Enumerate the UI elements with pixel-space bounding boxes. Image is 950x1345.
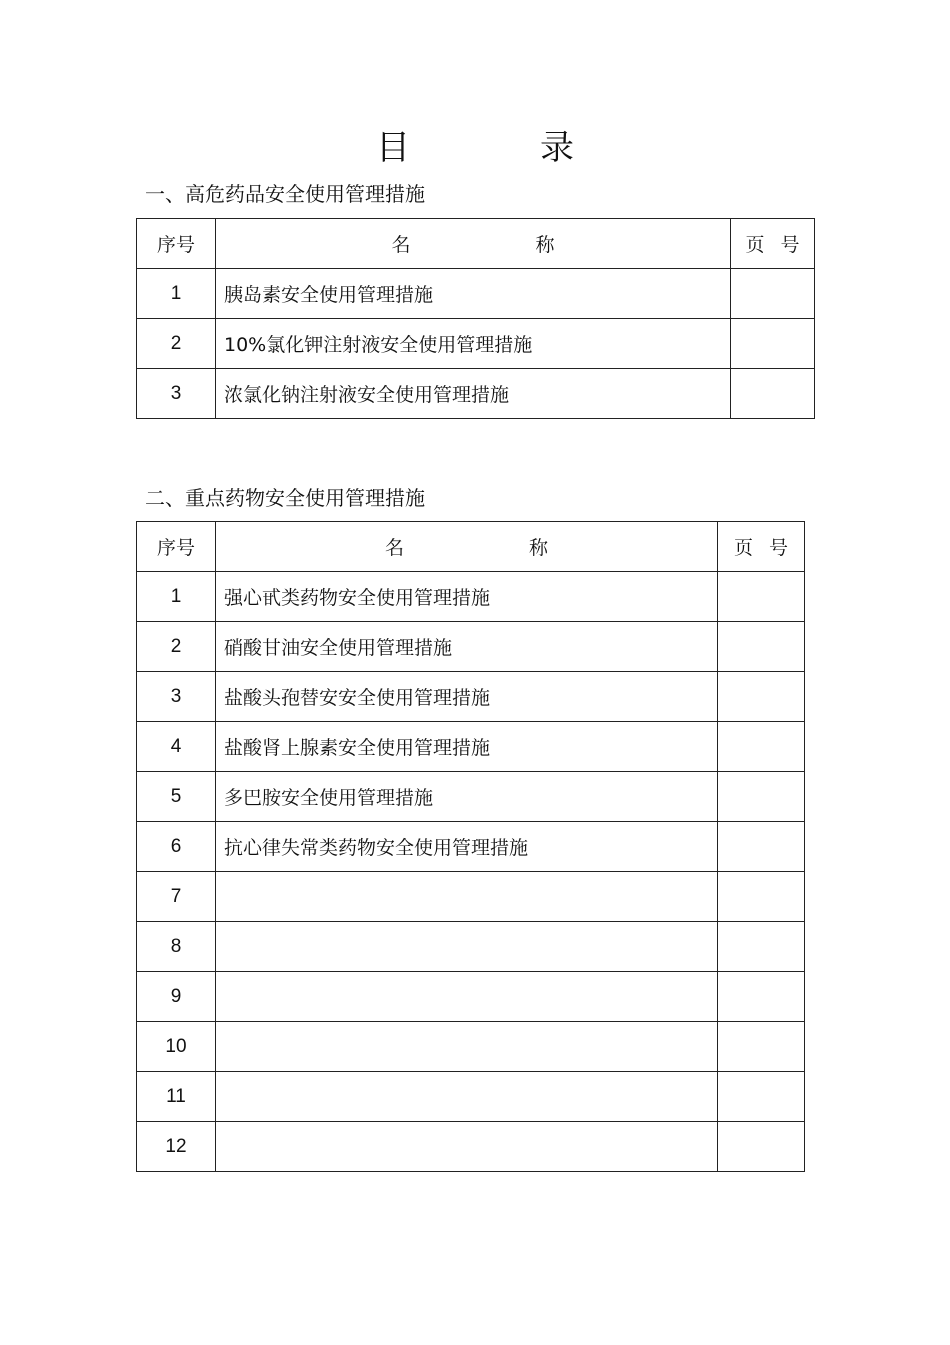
title-left-char: 目 bbox=[376, 128, 410, 168]
row-number: 4 bbox=[137, 722, 216, 772]
section1-heading: 一、高危药品安全使用管理措施 bbox=[145, 182, 425, 206]
table-header-row bbox=[137, 219, 815, 269]
row-name: 强心甙类药物安全使用管理措施 bbox=[216, 572, 718, 622]
table-row bbox=[137, 1122, 805, 1172]
section2-heading: 二、重点药物安全使用管理措施 bbox=[145, 486, 425, 510]
row-page bbox=[718, 572, 805, 622]
row-name bbox=[216, 922, 718, 972]
row-name: 抗心律失常类药物安全使用管理措施 bbox=[216, 822, 718, 872]
row-name: 盐酸头孢替安安全使用管理措施 bbox=[216, 672, 718, 722]
section2-table bbox=[136, 521, 805, 1172]
row-page bbox=[731, 269, 815, 319]
page-title bbox=[0, 120, 950, 169]
row-name bbox=[216, 1072, 718, 1122]
row-page bbox=[718, 622, 805, 672]
row-number: 2 bbox=[137, 319, 216, 369]
header-name: 名 称 bbox=[216, 522, 718, 572]
row-name: 硝酸甘油安全使用管理措施 bbox=[216, 622, 718, 672]
row-page bbox=[718, 1122, 805, 1172]
row-number: 2 bbox=[137, 622, 216, 672]
row-number: 7 bbox=[137, 872, 216, 922]
header-page: 页 号 bbox=[718, 522, 805, 572]
row-page bbox=[731, 369, 815, 419]
row-name bbox=[216, 872, 718, 922]
title-right-char: 录 bbox=[540, 128, 574, 168]
row-number: 12 bbox=[137, 1122, 216, 1172]
table-row bbox=[137, 319, 815, 369]
row-name: 10%氯化钾注射液安全使用管理措施 bbox=[216, 319, 731, 369]
header-name: 名 称 bbox=[216, 219, 731, 269]
header-no: 序号 bbox=[137, 522, 216, 572]
row-page bbox=[718, 872, 805, 922]
row-page bbox=[718, 722, 805, 772]
row-name bbox=[216, 1022, 718, 1072]
row-number: 11 bbox=[137, 1072, 216, 1122]
table-row bbox=[137, 1072, 805, 1122]
table-row bbox=[137, 772, 805, 822]
row-number: 6 bbox=[137, 822, 216, 872]
table-row bbox=[137, 622, 805, 672]
row-number: 3 bbox=[137, 672, 216, 722]
table-row bbox=[137, 572, 805, 622]
row-page bbox=[718, 772, 805, 822]
table-row bbox=[137, 672, 805, 722]
section1-table bbox=[136, 218, 815, 419]
table-header-row bbox=[137, 522, 805, 572]
table-row bbox=[137, 872, 805, 922]
table-row bbox=[137, 369, 815, 419]
row-page bbox=[718, 1022, 805, 1072]
row-number: 5 bbox=[137, 772, 216, 822]
row-name bbox=[216, 1122, 718, 1172]
table-row bbox=[137, 1022, 805, 1072]
table-row bbox=[137, 269, 815, 319]
row-name: 盐酸肾上腺素安全使用管理措施 bbox=[216, 722, 718, 772]
row-page bbox=[731, 319, 815, 369]
row-page bbox=[718, 972, 805, 1022]
row-page bbox=[718, 672, 805, 722]
row-number: 9 bbox=[137, 972, 216, 1022]
row-number: 10 bbox=[137, 1022, 216, 1072]
row-name bbox=[216, 972, 718, 1022]
row-page bbox=[718, 922, 805, 972]
row-name: 胰岛素安全使用管理措施 bbox=[216, 269, 731, 319]
header-page: 页 号 bbox=[731, 219, 815, 269]
row-number: 1 bbox=[137, 269, 216, 319]
row-number: 1 bbox=[137, 572, 216, 622]
row-number: 3 bbox=[137, 369, 216, 419]
header-no: 序号 bbox=[137, 219, 216, 269]
row-name: 多巴胺安全使用管理措施 bbox=[216, 772, 718, 822]
table-row bbox=[137, 972, 805, 1022]
row-number: 8 bbox=[137, 922, 216, 972]
row-page bbox=[718, 822, 805, 872]
table-row bbox=[137, 922, 805, 972]
row-name: 浓氯化钠注射液安全使用管理措施 bbox=[216, 369, 731, 419]
table-row bbox=[137, 822, 805, 872]
row-page bbox=[718, 1072, 805, 1122]
table-row bbox=[137, 722, 805, 772]
